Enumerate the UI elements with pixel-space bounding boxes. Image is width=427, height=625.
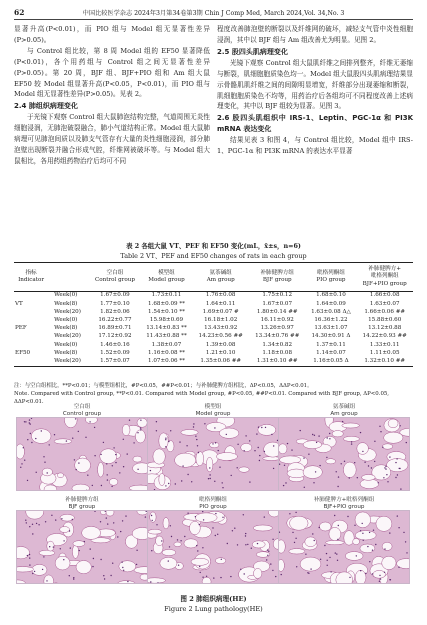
table-cell: 1.63±0.07 [369,300,400,307]
histology-image [147,417,279,491]
table-cell: 1.64±0.11 [205,300,236,307]
figure-panel [147,497,279,584]
table-cell: 13.43±0.92 [204,325,238,332]
table-row [14,325,413,333]
table-header-cell: 空白组 Control group [94,269,135,283]
table-cell: 16.11±0.92 [260,317,294,324]
table-cell: 1.39±0.08 [205,341,236,348]
table-header-cell: 补肺健脾方组 BJF group [260,269,295,283]
table-cell: 13.26±0.97 [260,325,294,332]
table-cell: 16.22±0.77 [98,317,132,324]
table-cell: 1.11±0.05 [369,349,400,356]
table-cell-time: Week(20) [54,333,81,340]
table-cell-indicator [14,333,48,341]
table-cell: 1.67±0.07 [262,300,293,307]
journal-title: 中国比较医学杂志 2024年3月第34卷第3期 Chin J Comp Med, March 2024,Vol. 34,No. 3 [82,9,345,17]
table-cell: 1.69±0.07 # [202,308,239,315]
left-column [14,24,210,167]
table-cell: 1.14±0.07 [316,349,346,356]
paragraph: 光镜下观察 Control 组大鼠肌纤维之间排列整齐，纤维无萎缩与断裂，肌细胞胞质染色均一。Model 组大鼠股四头肌病理结果显示骨骼肌肌纤维之间的间隙明显增宽，纤维部分出现萎缩和断裂，肌细胞胞质染色不均等，用药治疗后各组均可不同程度改善上述病理变化，其中以 BJF 组较为显著。见图 3。 [217,58,413,111]
table-cell: 14.23±0.56 ## [198,333,243,340]
panel-label-en: Am group [330,410,358,417]
panel-label-en: PIO group [199,503,227,510]
table-cell-time: Week(8) [54,300,78,307]
histology-image [278,510,410,584]
table-cell: 1.33±0.11 [369,341,400,348]
table-cell: 1.64±0.09 [316,300,346,307]
table-cell: 14.22±0.93 ## [362,333,407,340]
table-body [14,292,413,367]
table-cell: 1.75±0.12 [262,292,293,299]
table-cell: 1.16±0.05 Δ [313,357,349,364]
table-caption-cn: 表 2 各组大鼠 VT、PEF 和 EF50 变化(mL，x̄±s，n=6) [126,242,301,250]
panel-label-cn: 模型组 [204,404,222,410]
table-row [14,300,413,308]
figure-panel [278,497,410,584]
figure-panel [278,404,410,491]
table-cell: 13.34±0.76 ## [255,333,300,340]
paragraph: 结果见表 3 和图 4，与 Control 组比较，Model 组中 IRS-1、PGC-1α 和 PI3K mRNA 的表达水平显著 [217,136,413,156]
paragraph: 与 Control 组比较，第 8 周 Model 组的 EF50 显著降低(P<0.01)，各个用药组与 Control 组之间无显著性差异(P>0.05)。第 20 周，BJF 组、BJF+PIO 组和 Am 组大鼠 EF50 较 Model 组显著升高(P<0.05，P<0.01)，而 PIO 组与 Model 组无显著性差异(P>0.05)。见表 2。 [14,46,210,99]
table-cell-indicator [14,341,48,349]
table-cell: 1.38±0.07 [151,341,182,348]
table-cell: 1.66±0.06 ## [364,308,406,315]
table-row [14,349,413,357]
table-cell: 13.14±0.83 ** [146,325,187,332]
table-cell-time: Week(20) [54,357,81,364]
figure-panel [16,404,148,491]
table-cell-time: Week(0) [54,317,78,324]
table-cell: 15.88±0.60 [368,317,402,324]
histology-image [16,510,148,584]
histology-image [16,417,148,491]
table-note-cn: 注：与空白组相比，**P<0.01；与模型组相比，#P<0.05，##P<0.01；与补肺健脾方组相比，ΔP<0.05，ΔΔP<0.01。 [14,383,313,389]
table-cell: 1.66±0.08 [369,292,400,299]
table-cell: 1.07±0.06 ** [148,357,185,364]
table-cell: 14.30±0.91 Δ [311,333,351,340]
table-cell-indicator: PEF [15,325,27,332]
table-cell: 1.80±0.14 ## [256,308,298,315]
page-number: 62 [14,7,25,17]
table-cell: 1.77±0.10 [100,300,130,307]
table-cell-time: Week(20) [54,308,81,315]
figure-panel [16,497,148,584]
table-cell: 1.82±0.06 [100,308,130,315]
table-row [14,308,413,316]
figure-panel [147,404,279,491]
table-cell-indicator [14,358,48,367]
table-cell: 11.43±0.88 ** [146,333,187,340]
table-cell: 1.68±0.09 ** [148,300,185,307]
table-cell: 1.32±0.10 ## [364,357,406,364]
panel-label-cn: 空白组 [73,404,91,410]
paragraph: 程度改善肺泡壁的断裂以及纤维网的破坏，减轻支气管中炎性细胞浸润，其中以 BJF 组与 Am 组改善尤为明显。见图 2。 [217,25,413,44]
panel-label-en: Control group [62,410,102,417]
section-heading: 2.6 股四头肌组织中 IRS-1、Leptin、PGC-1α 和 PI3K mRNA 表达变化 [217,114,413,134]
table-row [14,341,413,349]
panel-label-cn: 补肺健脾方+吡格列酮组 [313,497,375,503]
table-cell-indicator: VT [15,300,23,307]
table-cell-indicator [14,308,48,316]
figure-caption-cn: 图 2 肺组织病理(HE) [180,595,247,603]
table-header-cell: 补肺健脾方+ 吡格列酮组 BJF+PIO group [362,266,407,287]
right-column [217,24,413,157]
table-cell: 1.18±0.08 [262,349,293,356]
section-heading: 2.5 股四头肌病理变化 [217,47,288,56]
page-header [14,6,413,18]
table-cell-time: Week(0) [54,341,78,348]
section-heading: 2.4 肺组织病理变化 [14,102,78,111]
table-cell: 1.73±0.11 [151,292,182,299]
table-cell: 1.76±0.08 [205,292,236,299]
histology-image [278,417,410,491]
panel-label-cn: 氨茶碱组 [332,404,356,410]
table-cell: 1.52±0.09 [100,349,130,356]
panel-label-cn: 吡格列酮组 [199,497,227,503]
table-cell: 17.12±0.92 [98,333,132,340]
table-cell: 1.68±0.10 [316,292,346,299]
histology-image [147,510,279,584]
table-cell: 16.18±1.02 [204,317,238,324]
table-cell: 1.46±0.16 [100,341,130,348]
table-cell: 1.57±0.07 [100,357,130,364]
panel-label-en: Model group [195,410,231,417]
table-cell: 1.34±0.82 [262,341,293,348]
table-row [14,317,413,325]
table-row [14,292,413,301]
table-header-cell: 模型组 Model group [148,269,185,283]
table-cell: 13.12±0.88 [368,325,402,332]
table-cell: 16.89±0.71 [98,325,132,332]
table-cell: 1.35±0.06 ## [200,357,242,364]
table-cell-time: Week(0) [54,292,78,299]
table-cell-indicator [14,317,48,325]
table-cell-time: Week(8) [54,349,78,356]
table-header-row [14,263,413,292]
table-header-cell: 氨茶碱组 Am group [206,269,235,283]
paragraph: 显著升高(P<0.01)，而 PIO 组与 Model 组无显著性差异(P>0.05)。 [14,25,210,44]
table-row [14,333,413,341]
table-cell: 1.37±0.11 [316,341,346,348]
table-header-cell [48,263,89,292]
panel-label-cn: 补肺健脾方组 [65,497,99,503]
table-cell: 1.21±0.10 [205,349,236,356]
table-cell: 16.36±1.22 [314,317,348,324]
table-cell: 1.67±0.09 [100,292,130,299]
table-row [14,358,413,367]
table-cell: 1.63±0.08 Δ△ [311,308,351,315]
figure-caption-en: Figure 2 Lung pathology(HE) [164,605,263,613]
table-caption-en: Table 2 VT、PEF and EF50 changes of rats in each group [120,252,307,260]
table-cell: 1.31±0.10 ## [256,357,298,364]
table-cell: 1.54±0.10 ** [148,308,185,315]
table-cell: 1.16±0.08 ** [148,349,185,356]
panel-label-en: BJF group [68,503,96,510]
table-cell: 13.63±1.07 [314,325,348,332]
data-table [14,262,413,367]
table-header-cell: 吡格列酮组 PIO group [316,269,346,283]
panel-label-en: BJF+PIO group [323,503,365,510]
table-cell-time: Week(8) [54,325,78,332]
paragraph: 于光镜下观察 Control 组大鼠肺泡结构完整，气道周围无炎性细胞浸润，无肺泡破裂融合，肺小气道结构正常。Model 组大鼠肺病理可见肺泡间质以及肺支气管存有大量的炎性细胞浸润，部分肺泡壁出现断裂并融合形成气腔，纤维网被破坏等。与 Model 组大鼠相比，各用药组药物治疗后均可不同 [14,113,210,165]
table-cell: 15.98±0.69 [149,317,184,324]
table-cell-indicator: EF50 [15,349,31,356]
table-note-en: Note. Compared with Control group, **P<0.01. Compared with Model group, #P<0.05, ##P<0.01. Compared with BJF group, ΔP<0.05, ΔΔP<0.01. [14,391,390,405]
table-cell-indicator [14,292,48,301]
table-header-cell: 指标 Indicator [18,269,45,283]
header-rule [14,19,413,20]
